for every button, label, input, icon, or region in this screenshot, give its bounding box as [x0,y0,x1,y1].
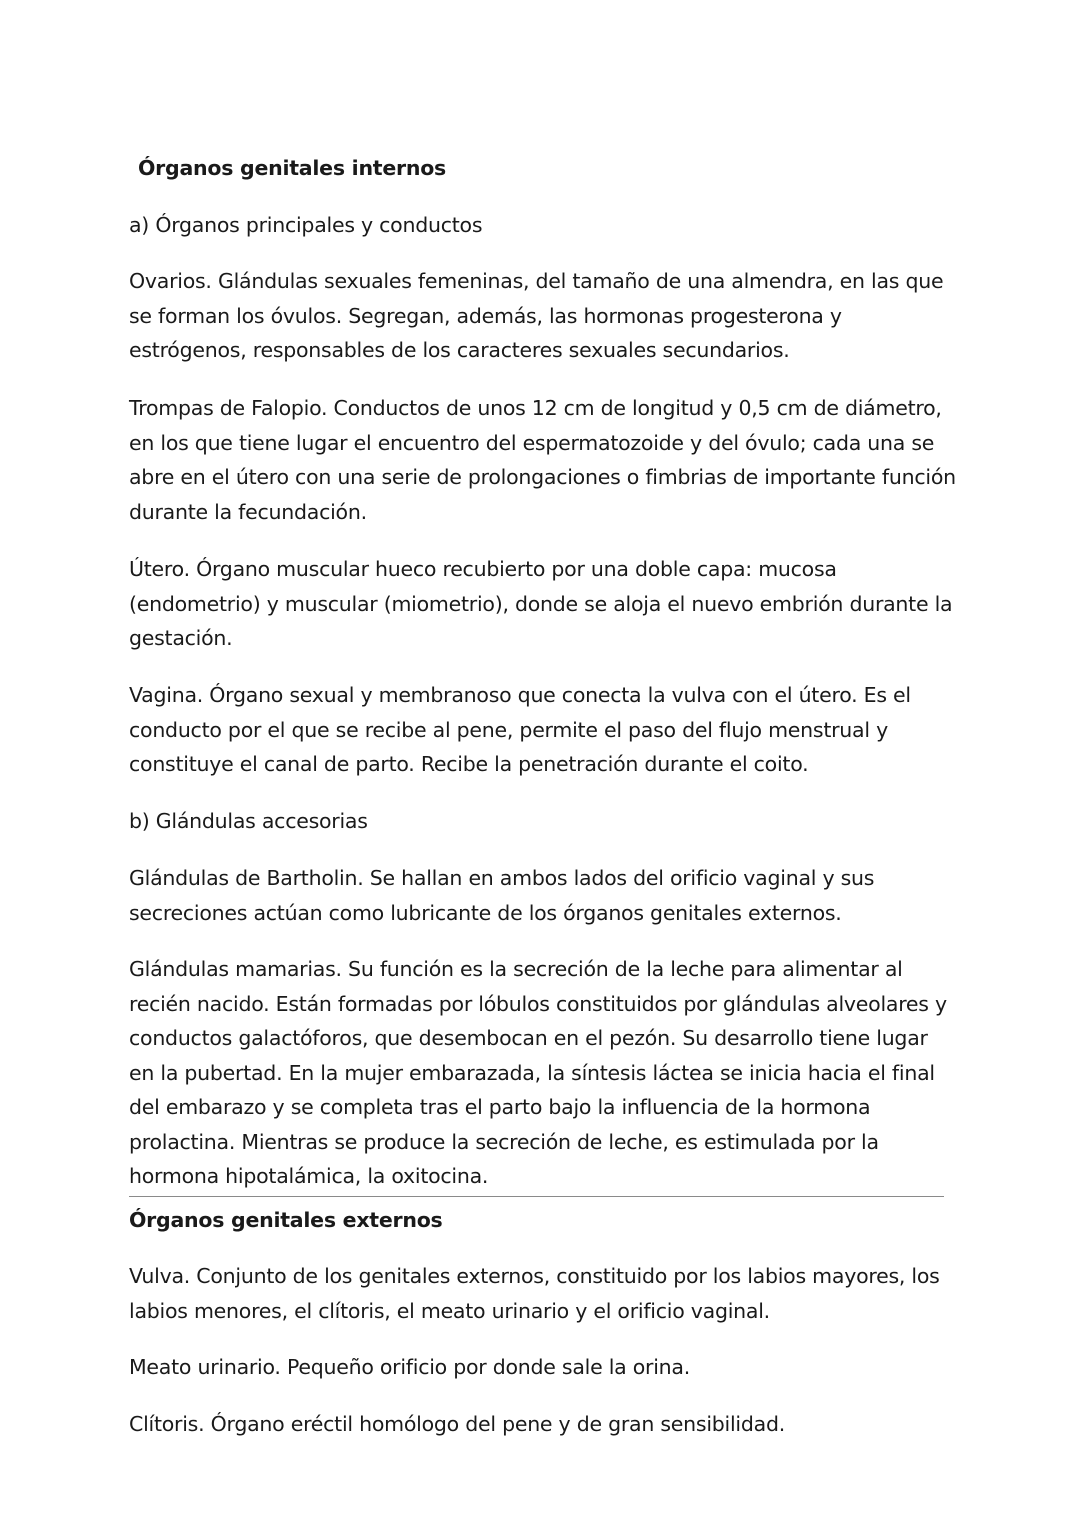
internal-organs-heading: Órganos genitales internos [138,156,446,180]
paragraph-bartholin: Glándulas de Bartholin. Se hallan en ambos lados del orificio vaginal y sus secreciones actúan como lubricante de los órganos genitales externos. [129,866,875,925]
subheading-main-organs: a) Órganos principales y conductos [129,213,483,237]
paragraph-utero: Útero. Órgano muscular hueco recubierto por una doble capa: mucosa (endometrio) y muscular (miometrio), donde se aloja el nuevo embrión durante la gestación. [129,557,953,650]
paragraph-meato: Meato urinario. Pequeño orificio por donde sale la orina. [129,1355,691,1379]
section-divider [129,1196,944,1197]
paragraph-ovarios: Ovarios. Glándulas sexuales femeninas, del tamaño de una almendra, en las que se forman los óvulos. Segregan, además, las hormonas progesterona y estrógenos, responsables de los caracteres sexuales secundarios. [129,269,944,362]
paragraph-mamarias: Glándulas mamarias. Su función es la secreción de la leche para alimentar al recién nacido. Están formadas por lóbulos constituidos por glándulas alveolares y conductos galactóforos, que desembocan en el pezón. Su desarrollo tiene lugar en la pubertad. En la mujer embarazada, la síntesis láctea se inicia hacia el final del embarazo y se completa tras el parto bajo la influencia de la hormona prolactina. Mientras se produce la secreción de leche, es estimulada por la hormona hipotalámica, la oxitocina. [129,957,947,1188]
external-organs-heading: Órganos genitales externos [129,1208,443,1232]
subheading-accessory-glands: b) Glándulas accesorias [129,809,368,833]
paragraph-clitoris: Clítoris. Órgano eréctil homólogo del pene y de gran sensibilidad. [129,1412,785,1436]
paragraph-vulva: Vulva. Conjunto de los genitales externos, constituido por los labios mayores, los labios menores, el clítoris, el meato urinario y el orificio vaginal. [129,1264,940,1323]
paragraph-vagina: Vagina. Órgano sexual y membranoso que conecta la vulva con el útero. Es el conducto por el que se recibe al pene, permite el paso del flujo menstrual y constituye el canal de parto. Recibe la penetración durante el coito. [129,683,911,776]
paragraph-trompas: Trompas de Falopio. Conductos de unos 12 cm de longitud y 0,5 cm de diámetro, en los que tiene lugar el encuentro del espermatozoide y del óvulo; cada una se abre en el útero con una serie de prolongaciones o fimbrias de importante función durante la fecundación. [129,396,956,524]
